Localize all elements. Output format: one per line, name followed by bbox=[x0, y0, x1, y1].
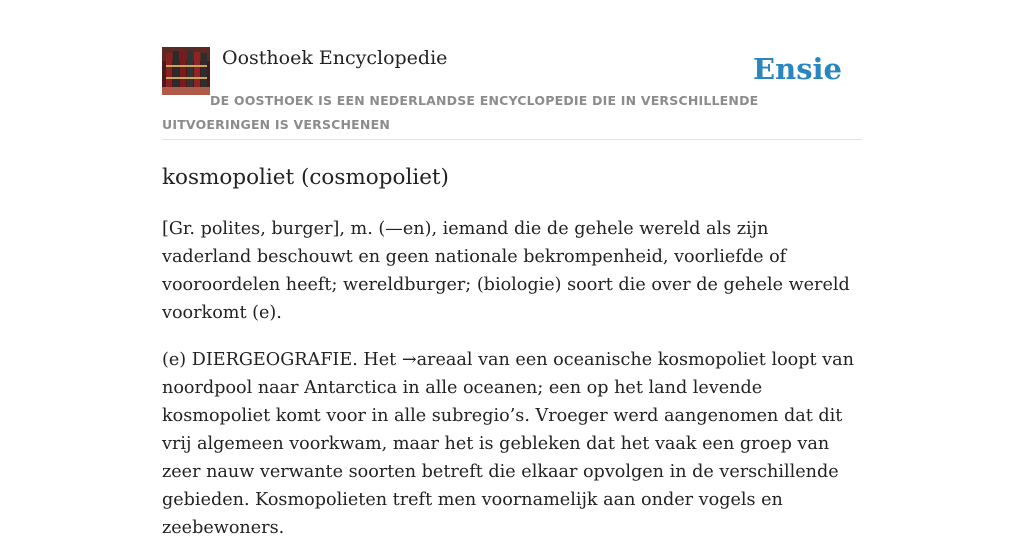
arrow-right-icon: → bbox=[401, 350, 417, 370]
crossref-link-label: areaal bbox=[416, 350, 473, 370]
article-paragraph-definition: [Gr. polites, burger], m. (—en), iemand die de gehele wereld als zijn vaderland beschouwt en geen nationale bekrompenheid, voorliefde of vooroordelen heeft; wereldburger; (biologie) soort die over de gehele wereld voorkomt (e). bbox=[162, 219, 850, 323]
site-avatar[interactable] bbox=[162, 47, 210, 95]
paragraph-text-before: (e) DIERGEOGRAFIE. Het bbox=[162, 350, 402, 370]
article-paragraph-diergeografie bbox=[162, 346, 862, 542]
crossref-link-areaal[interactable] bbox=[402, 350, 473, 370]
article-headword: kosmopoliet (cosmopoliet) bbox=[162, 165, 449, 190]
site-title[interactable]: Oosthoek Encyclopedie bbox=[222, 47, 448, 69]
paragraph-text-after: van een oceanische kosmopoliet loopt van noordpool naar Antarctica in alle oceanen; een op het land levende kosmopoliet komt voor in alle subregio’s. Vroeger werd aangenomen dat dit vrij algemeen voorkwam, maar het is gebleken dat het vaak een groep van zeer nauw verwante soorten betreft die elkaar opvolgen in de verschillende gebieden. Kosmopolieten treft men voornamelijk aan onder vogels en zeebewoners. bbox=[162, 350, 854, 538]
book-spines-icon bbox=[162, 47, 210, 95]
site-header bbox=[162, 0, 862, 140]
page bbox=[162, 0, 862, 542]
brand-logo-link[interactable]: Ensie bbox=[753, 52, 842, 86]
article bbox=[162, 163, 862, 542]
site-tagline: DE OOSTHOEK IS EEN NEDERLANDSE ENCYCLOPEDIE DIE IN VERSCHILLENDE UITVOERINGEN IS VERSCHENEN bbox=[162, 93, 759, 132]
